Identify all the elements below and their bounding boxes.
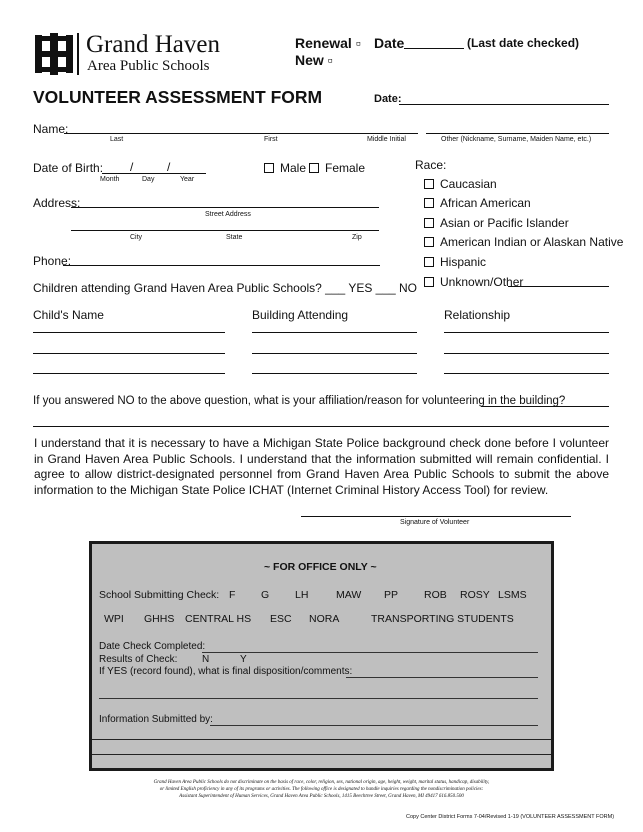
race-checkbox[interactable] <box>424 179 434 189</box>
building-field[interactable] <box>252 373 417 374</box>
gh-logo-icon <box>33 33 75 75</box>
phone-field[interactable] <box>63 265 380 266</box>
relationship-field[interactable] <box>444 353 609 354</box>
race-option-label: Hispanic <box>440 255 487 269</box>
race-option-hispanic[interactable] <box>424 255 486 269</box>
signature-field[interactable] <box>301 516 571 517</box>
other-name-field[interactable] <box>426 133 609 134</box>
form-date-label: Date: <box>374 93 402 105</box>
info-submitted-field[interactable] <box>210 725 538 726</box>
child-name-header: Child's Name <box>33 308 104 322</box>
school-option[interactable]: NORA <box>309 613 340 625</box>
child-name-field[interactable] <box>33 373 225 374</box>
street-address-field[interactable] <box>71 207 379 208</box>
renewal-checkbox[interactable]: Renewal ▫ <box>295 35 361 51</box>
race-option-asian[interactable] <box>424 216 569 230</box>
female-option[interactable] <box>309 161 365 175</box>
dob-label: Date of Birth: <box>33 161 104 175</box>
header-date-hint: (Last date checked) <box>467 36 580 50</box>
address-sub-city: City <box>130 234 143 241</box>
date-completed-label: Date Check Completed: <box>99 641 206 652</box>
name-sub-first: First <box>264 136 278 143</box>
office-only-box <box>89 541 554 771</box>
school-option[interactable]: ROSY <box>460 589 490 601</box>
school-option[interactable]: ESC <box>270 613 292 625</box>
race-label: Race: <box>415 158 447 172</box>
form-title: VOLUNTEER ASSESSMENT FORM <box>33 87 323 107</box>
address-label: Address: <box>33 196 81 210</box>
form-date-field[interactable] <box>399 104 609 105</box>
male-checkbox[interactable] <box>264 163 274 173</box>
male-label: Male <box>280 161 307 175</box>
dob-sep-2: / <box>167 160 171 174</box>
header-date-label: Date <box>374 35 405 51</box>
revision-note: Copy Center District Forms 7-04/Revised 1-19 (VOLUNTEER ASSESSMENT FORM) <box>406 814 615 820</box>
name-sub-last: Last <box>110 136 124 143</box>
school-option[interactable]: GHHS <box>144 613 175 625</box>
building-field[interactable] <box>252 353 417 354</box>
date-completed-field[interactable] <box>202 652 538 653</box>
building-field[interactable] <box>252 332 417 333</box>
name-sub-middle: Middle Initial <box>367 136 406 143</box>
name-field[interactable] <box>64 133 418 134</box>
name-sub-other: Other (Nickname, Surname, Maiden Name, etc.) <box>441 136 592 143</box>
footer-line-2: or limited English proficiency in any of its programs or activities. The following office is designated to handle inquiries regarding the nondiscrimination policies: <box>159 787 484 792</box>
race-checkbox[interactable] <box>424 237 434 247</box>
signature-label: Signature of Volunteer <box>400 519 470 526</box>
school-submitting-label: School Submitting Check: <box>99 589 220 601</box>
race-option-label: Unknown/Other <box>440 275 524 289</box>
school-option[interactable]: TRANSPORTING STUDENTS <box>371 613 514 625</box>
female-checkbox[interactable] <box>309 163 319 173</box>
school-option[interactable]: LSMS <box>498 589 527 601</box>
race-option-label: American Indian or Alaskan Native <box>440 235 624 249</box>
school-option[interactable]: MAW <box>336 589 362 601</box>
footer-line-1: Grand Haven Area Public Schools do not discriminate on the basis of race, color, religion, sex, national origin, age, height, weight, marital status, handicap, disability, <box>153 780 490 785</box>
info-submitted-label: Information Submitted by: <box>99 714 213 725</box>
address-sub-state: State <box>226 234 243 241</box>
consent-text: I understand that it is necessary to have a Michigan State Police background check done before I volunteer in Grand Haven Area Public Schools. I understand that the information submitted will remain confidential. I agree to allow district-designated personnel from Grand Haven Area Public Schools to submit the above information to the Michigan State Police ICHAT (Internet Criminal History Access Tool) for review. <box>34 436 609 497</box>
results-n[interactable]: N <box>202 654 210 665</box>
disposition-field[interactable] <box>346 677 538 678</box>
children-question: Children attending Grand Haven Area Public Schools? ___ YES ___ NO <box>33 281 418 295</box>
city-state-zip-field[interactable] <box>71 230 379 231</box>
school-option[interactable]: WPI <box>104 613 124 625</box>
school-option[interactable]: CENTRAL HS <box>185 613 252 625</box>
new-checkbox[interactable]: New ▫ <box>295 52 333 68</box>
results-label: Results of Check: <box>99 654 178 665</box>
dob-sub-month: Month <box>100 176 120 183</box>
building-header: Building Attending <box>252 308 349 322</box>
race-option-african-american[interactable] <box>424 196 531 210</box>
child-name-field[interactable] <box>33 332 225 333</box>
office-divider <box>92 754 551 755</box>
dob-field[interactable] <box>102 173 206 174</box>
address-sub-zip: Zip <box>352 234 362 241</box>
affiliation-question: If you answered NO to the above question, what is your affiliation/reason for volunteering in the building? <box>33 395 566 407</box>
race-checkbox[interactable] <box>424 277 434 287</box>
logo-divider <box>77 33 79 75</box>
race-option-label: African American <box>440 196 531 210</box>
race-other-field[interactable] <box>508 286 609 287</box>
race-checkbox[interactable] <box>424 218 434 228</box>
relationship-field[interactable] <box>444 373 609 374</box>
school-option[interactable]: PP <box>384 589 399 601</box>
dob-sub-year: Year <box>180 176 195 183</box>
affiliation-field-2[interactable] <box>33 426 609 427</box>
school-option[interactable]: LH <box>295 589 309 601</box>
name-label: Name: <box>33 122 69 136</box>
dob-sub-day: Day <box>142 176 155 183</box>
logo-subtitle: Area Public Schools <box>87 58 210 74</box>
child-name-field[interactable] <box>33 353 225 354</box>
phone-label: Phone: <box>33 254 72 268</box>
header-date-field[interactable] <box>404 48 464 49</box>
results-y[interactable]: Y <box>240 654 247 665</box>
female-label: Female <box>325 161 366 175</box>
race-option-american-indian[interactable] <box>424 235 623 249</box>
office-title: ~ FOR OFFICE ONLY ~ <box>264 561 377 573</box>
affiliation-field[interactable] <box>481 406 609 407</box>
race-option-label: Caucasian <box>440 177 497 191</box>
office-divider <box>92 739 551 740</box>
disposition-field-2[interactable] <box>99 698 538 699</box>
school-option[interactable]: F <box>229 589 236 601</box>
dob-sep-1: / <box>130 160 134 174</box>
address-sub-street: Street Address <box>205 211 251 218</box>
race-option-caucasian[interactable] <box>424 177 497 191</box>
disposition-label: If YES (record found), what is final disposition/comments: <box>99 666 353 677</box>
race-checkbox[interactable] <box>424 257 434 267</box>
relationship-header: Relationship <box>444 308 511 322</box>
relationship-field[interactable] <box>444 332 609 333</box>
footer-line-3: Assistant Superintendent of Human Services, Grand Haven Area Public Schools, 1415 Beechtree Street, Grand Haven, MI 49417 616.850.500 <box>179 794 464 799</box>
logo-title: Grand Haven <box>86 31 220 58</box>
male-option[interactable] <box>264 161 306 175</box>
school-option[interactable]: ROB <box>424 589 447 601</box>
race-option-label: Asian or Pacific Islander <box>440 216 569 230</box>
school-option[interactable]: G <box>261 589 270 601</box>
race-checkbox[interactable] <box>424 198 434 208</box>
